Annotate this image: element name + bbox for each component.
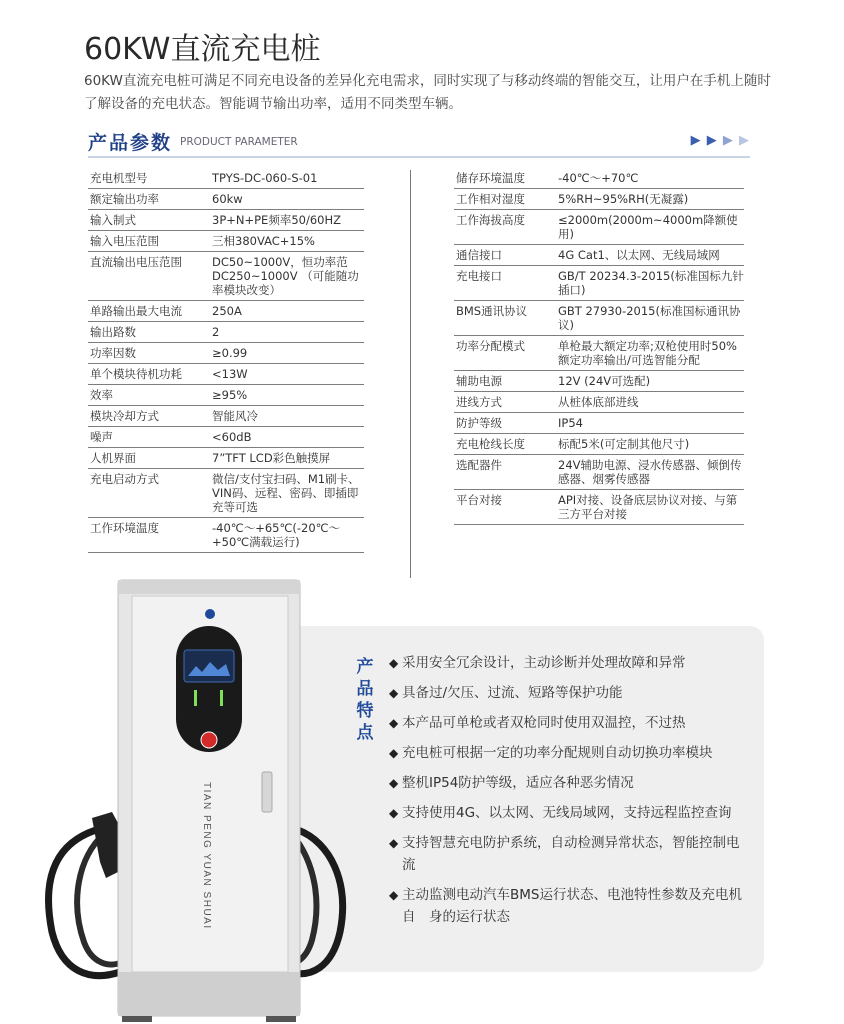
- table-row: [454, 455, 744, 490]
- section-title-en: PRODUCT PARAMETER: [180, 136, 298, 148]
- param-value: -40℃～+70℃: [558, 168, 744, 189]
- feature-text: 支持使用4G、以太网、无线局域网，支持远程监控查询: [402, 805, 732, 821]
- table-row: [88, 231, 364, 252]
- list-item: [389, 832, 749, 876]
- table-row: [454, 392, 744, 413]
- list-item: [389, 652, 749, 674]
- param-value: 2: [212, 322, 364, 343]
- charger-product-image: [0, 572, 360, 1024]
- list-item: [389, 772, 749, 794]
- table-row: [454, 371, 744, 392]
- param-value: GBT 27930-2015(标准国标通讯协议): [558, 301, 744, 336]
- param-value: 从桩体底部进线: [558, 392, 744, 413]
- param-key: 额定输出功率: [88, 189, 212, 210]
- feature-text: 整机IP54防护等级，适应各种恶劣情况: [402, 775, 634, 791]
- param-key: 输出路数: [88, 322, 212, 343]
- list-item: [389, 802, 749, 824]
- table-row: [88, 343, 364, 364]
- table-row: [454, 210, 744, 245]
- spec-table-right: [454, 168, 744, 525]
- list-item: [389, 884, 749, 928]
- param-value: 4G Cat1、以太网、无线局域网: [558, 245, 744, 266]
- table-row: [454, 413, 744, 434]
- param-key: 充电接口: [454, 266, 558, 301]
- param-value: 单枪最大额定功率;双枪使用时50%额定功率输出/可选智能分配: [558, 336, 744, 371]
- table-row: [88, 469, 364, 518]
- table-row: [454, 301, 744, 336]
- param-value: 250A: [212, 301, 364, 322]
- diamond-bullet-icon: ◆: [389, 836, 399, 850]
- arrow-icon: ▶: [739, 133, 750, 148]
- cabinet-side-text: TIAN PENG YUAN SHUAI: [201, 782, 212, 930]
- param-key: 充电机型号: [88, 168, 212, 189]
- param-key: 通信接口: [454, 245, 558, 266]
- features-title-char: 特: [356, 701, 374, 721]
- column-divider: [410, 170, 411, 578]
- param-key: 功率因数: [88, 343, 212, 364]
- param-key: 人机界面: [88, 448, 212, 469]
- door-handle: [262, 772, 272, 812]
- spec-table-left: [88, 168, 364, 553]
- param-value: 5%RH~95%RH(无凝露): [558, 189, 744, 210]
- section-title-cn: 产品参数: [88, 132, 173, 154]
- param-key: 功率分配模式: [454, 336, 558, 371]
- param-key: 单个模块待机功耗: [88, 364, 212, 385]
- table-row: [454, 266, 744, 301]
- status-led-left: [194, 690, 197, 706]
- param-value: 标配5米(可定制其他尺寸): [558, 434, 744, 455]
- param-key: 辅助电源: [454, 371, 558, 392]
- features-title-char: 品: [356, 679, 374, 699]
- brand-logo-icon: [205, 609, 215, 619]
- list-item: [389, 682, 749, 704]
- feature-text: 本产品可单枪或者双枪同时使用双温控，不过热: [402, 715, 686, 731]
- param-value: 微信/支付宝扫码、M1刷卡、VIN码、远程、密码、即插即充等可选: [212, 469, 364, 518]
- table-row: [88, 427, 364, 448]
- param-value: GB/T 20234.3-2015(标准国标九针插口): [558, 266, 744, 301]
- param-key: 模块冷却方式: [88, 406, 212, 427]
- table-row: [88, 322, 364, 343]
- param-value: 60kw: [212, 189, 364, 210]
- table-row: [88, 385, 364, 406]
- param-key: BMS通讯协议: [454, 301, 558, 336]
- feature-text: 具备过/欠压、过流、短路等保护功能: [402, 685, 623, 701]
- table-row: [454, 336, 744, 371]
- param-key: 储存环境温度: [454, 168, 558, 189]
- table-row: [88, 301, 364, 322]
- feature-text: 主动监测电动汽车BMS运行状态、电池特性参数及充电机自 身的运行状态: [402, 887, 742, 925]
- cabinet-base: [118, 972, 300, 1016]
- param-key: 防护等级: [454, 413, 558, 434]
- param-key: 工作海拔高度: [454, 210, 558, 245]
- param-value: TPYS-DC-060-S-01: [212, 168, 364, 189]
- table-row: [88, 252, 364, 301]
- table-row: [454, 490, 744, 525]
- table-row: [88, 210, 364, 231]
- param-value: -40℃～+65℃(-20℃～+50℃满载运行): [212, 518, 364, 553]
- param-key: 输入制式: [88, 210, 212, 231]
- param-key: 单路输出最大电流: [88, 301, 212, 322]
- table-row: [88, 406, 364, 427]
- diamond-bullet-icon: ◆: [389, 888, 399, 902]
- param-value: 3P+N+PE频率50/60HZ: [212, 210, 364, 231]
- diamond-bullet-icon: ◆: [389, 686, 399, 700]
- feature-text: 支持智慧充电防护系统，自动检测异常状态，智能控制电流: [402, 835, 740, 873]
- list-item: [389, 742, 749, 764]
- param-key: 充电启动方式: [88, 469, 212, 518]
- status-led-right: [220, 690, 223, 706]
- param-key: 选配器件: [454, 455, 558, 490]
- param-value: ≤2000m(2000m~4000m降额使用): [558, 210, 744, 245]
- cabinet-foot-left: [122, 1016, 152, 1022]
- table-row: [88, 168, 364, 189]
- param-key: 进线方式: [454, 392, 558, 413]
- features-title-char: 产: [356, 657, 374, 677]
- param-key: 充电枪线长度: [454, 434, 558, 455]
- diamond-bullet-icon: ◆: [389, 716, 399, 730]
- table-row: [88, 189, 364, 210]
- diamond-bullet-icon: ◆: [389, 776, 399, 790]
- param-key: 噪声: [88, 427, 212, 448]
- feature-text: 采用安全冗余设计，主动诊断并处理故障和异常: [402, 655, 686, 671]
- feature-text: 充电桩可根据一定的功率分配规则自动切换功率模块: [402, 745, 713, 761]
- param-value: 智能风冷: [212, 406, 364, 427]
- table-row: [454, 168, 744, 189]
- diamond-bullet-icon: ◆: [389, 806, 399, 820]
- param-value: API对接、设备底层协议对接、与第三方平台对接: [558, 490, 744, 525]
- table-row: [454, 189, 744, 210]
- section-header-product-parameter: [88, 128, 750, 158]
- table-row: [88, 518, 364, 553]
- param-value: 三相380VAC+15%: [212, 231, 364, 252]
- param-value: IP54: [558, 413, 744, 434]
- param-value: 7”TFT LCD彩色触摸屏: [212, 448, 364, 469]
- cabinet-top-cap: [118, 580, 300, 594]
- features-list: [389, 652, 749, 936]
- param-value: DC50~1000V，恒功率范DC250~1000V （可能随功率模块改变）: [212, 252, 364, 301]
- features-title-char: 点: [356, 723, 374, 743]
- param-value: 12V (24V可选配): [558, 371, 744, 392]
- param-key: 效率: [88, 385, 212, 406]
- page-title: 60KW直流充电桩: [84, 32, 321, 67]
- cabinet-foot-right: [266, 1016, 296, 1022]
- param-key: 直流输出电压范围: [88, 252, 212, 301]
- section-arrows: [691, 133, 750, 148]
- param-value: 24V辅助电源、浸水传感器、倾倒传感器、烟雾传感器: [558, 455, 744, 490]
- diamond-bullet-icon: ◆: [389, 746, 399, 760]
- param-key: 工作环境温度: [88, 518, 212, 553]
- table-row: [88, 364, 364, 385]
- param-key: 平台对接: [454, 490, 558, 525]
- param-key: 工作相对湿度: [454, 189, 558, 210]
- emergency-stop-button: [201, 732, 217, 748]
- diamond-bullet-icon: ◆: [389, 656, 399, 670]
- arrow-icon: ▶: [722, 133, 734, 148]
- arrow-icon: ▶: [690, 133, 702, 148]
- intro-paragraph: 60KW直流充电桩可满足不同充电设备的差异化充电需求，同时实现了与移动终端的智能交互，让用户在手机上随时了解设备的充电状态。智能调节输出功率，适用不同类型车辆。: [84, 73, 771, 112]
- param-value: ≥95%: [212, 385, 364, 406]
- table-row: [454, 245, 744, 266]
- param-value: <60dB: [212, 427, 364, 448]
- param-value: <13W: [212, 364, 364, 385]
- list-item: [389, 712, 749, 734]
- table-row: [454, 434, 744, 455]
- param-value: ≥0.99: [212, 343, 364, 364]
- arrow-icon: ▶: [706, 133, 718, 148]
- param-key: 输入电压范围: [88, 231, 212, 252]
- table-row: [88, 448, 364, 469]
